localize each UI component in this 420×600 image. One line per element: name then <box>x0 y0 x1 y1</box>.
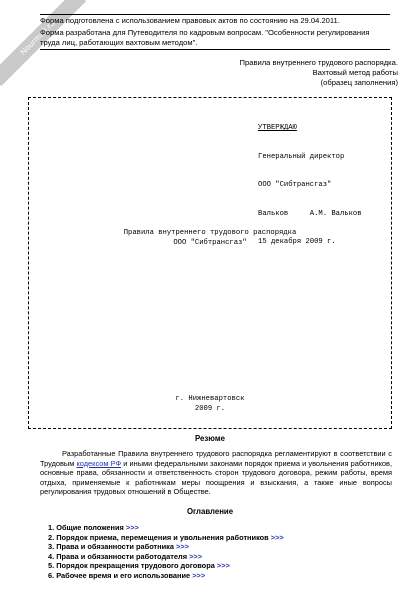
labor-code-link[interactable]: кодексом РФ <box>76 458 122 468</box>
summary-title: Резюме <box>195 434 225 443</box>
toc-item-label: 2. Порядок приема, перемещения и увольнения работников <box>48 532 269 542</box>
toc-item-arrow[interactable]: >>> <box>189 551 203 561</box>
heading-line-2: Вахтовый метод работы <box>312 68 398 77</box>
approval-company: ООО "Сибтрансгаз" <box>258 181 332 189</box>
divider <box>40 49 390 50</box>
watermark-ribbon: Nourmati.ru <box>0 0 86 86</box>
toc-item[interactable] <box>48 561 284 571</box>
toc-item-label: 4. Права и обязанности работодателя <box>48 551 188 561</box>
document-title-line-2: ООО "Сибтрансгаз" <box>173 238 247 247</box>
document-year: 2009 г. <box>194 404 226 413</box>
toc-item-arrow[interactable]: >>> <box>176 542 189 552</box>
frame-border-bottom <box>28 428 392 429</box>
title-page-frame <box>28 97 392 429</box>
toc-item[interactable] <box>48 533 284 543</box>
toc-item[interactable] <box>48 552 284 562</box>
toc-item-arrow[interactable]: >>> <box>192 570 206 580</box>
heading-line-3: (образец заполнения) <box>320 78 398 87</box>
approval-head: УТВЕРЖДАЮ <box>258 124 297 132</box>
toc-item-label: 3. Права и обязанности работника <box>48 542 174 552</box>
heading-line-1: Правила внутреннего трудового распорядка. <box>239 58 398 67</box>
toc-item[interactable] <box>48 571 284 581</box>
toc-item-arrow[interactable]: >>> <box>216 561 230 571</box>
frame-border-top <box>28 97 392 98</box>
toc-item-label: 6. Рабочее время и его использование <box>48 570 191 580</box>
document-city: г. Нижневартовск <box>175 395 245 403</box>
toc-item-arrow[interactable]: >>> <box>270 532 284 542</box>
summary-text <box>40 449 392 497</box>
document-title-line-1: Правила внутреннего трудового распорядка <box>123 229 297 237</box>
note-line-2: Форма разработана для Путеводителя по кадровым вопросам. "Особенности регулирования труда лиц, работающих вахтовым методом". <box>40 28 370 47</box>
toc-item[interactable] <box>48 542 284 552</box>
form-notes <box>40 14 390 50</box>
summary-text-start: Разработанные Правила внутреннего трудового распорядка регламентируют в соответствии с Трудовым <box>40 449 392 468</box>
frame-border-left <box>28 97 29 429</box>
toc-item-arrow[interactable]: >>> <box>125 523 139 532</box>
table-of-contents <box>48 523 284 581</box>
toc-item-label: 1. Общие положения <box>48 523 124 532</box>
approval-date: 15 декабря 2009 г. <box>258 238 336 246</box>
approval-signature: Вальков А.М. Вальков <box>258 209 362 218</box>
document-title <box>28 229 392 248</box>
toc-item-label: 5. Порядок прекращения трудового договора <box>48 561 215 571</box>
frame-border-right <box>391 97 392 429</box>
form-heading <box>168 58 398 88</box>
note-line-1: Форма подготовлена с использованием правовых актов по состоянию на 29.04.2011. <box>40 16 340 25</box>
summary-text-end: и иными федеральными законами порядок приема и увольнения работников, основные права, обязанности и ответственность сторон трудового договора, режим работы, время отдыха, применяемые к работникам меры поощрения и взыскания, а также иные вопросы регулирования трудовых отношений в Обществе. <box>40 458 393 497</box>
document-place <box>28 395 392 414</box>
approval-position: Генеральный директор <box>258 152 345 161</box>
toc-item[interactable] <box>48 523 284 533</box>
toc-title: Оглавление <box>186 507 234 516</box>
